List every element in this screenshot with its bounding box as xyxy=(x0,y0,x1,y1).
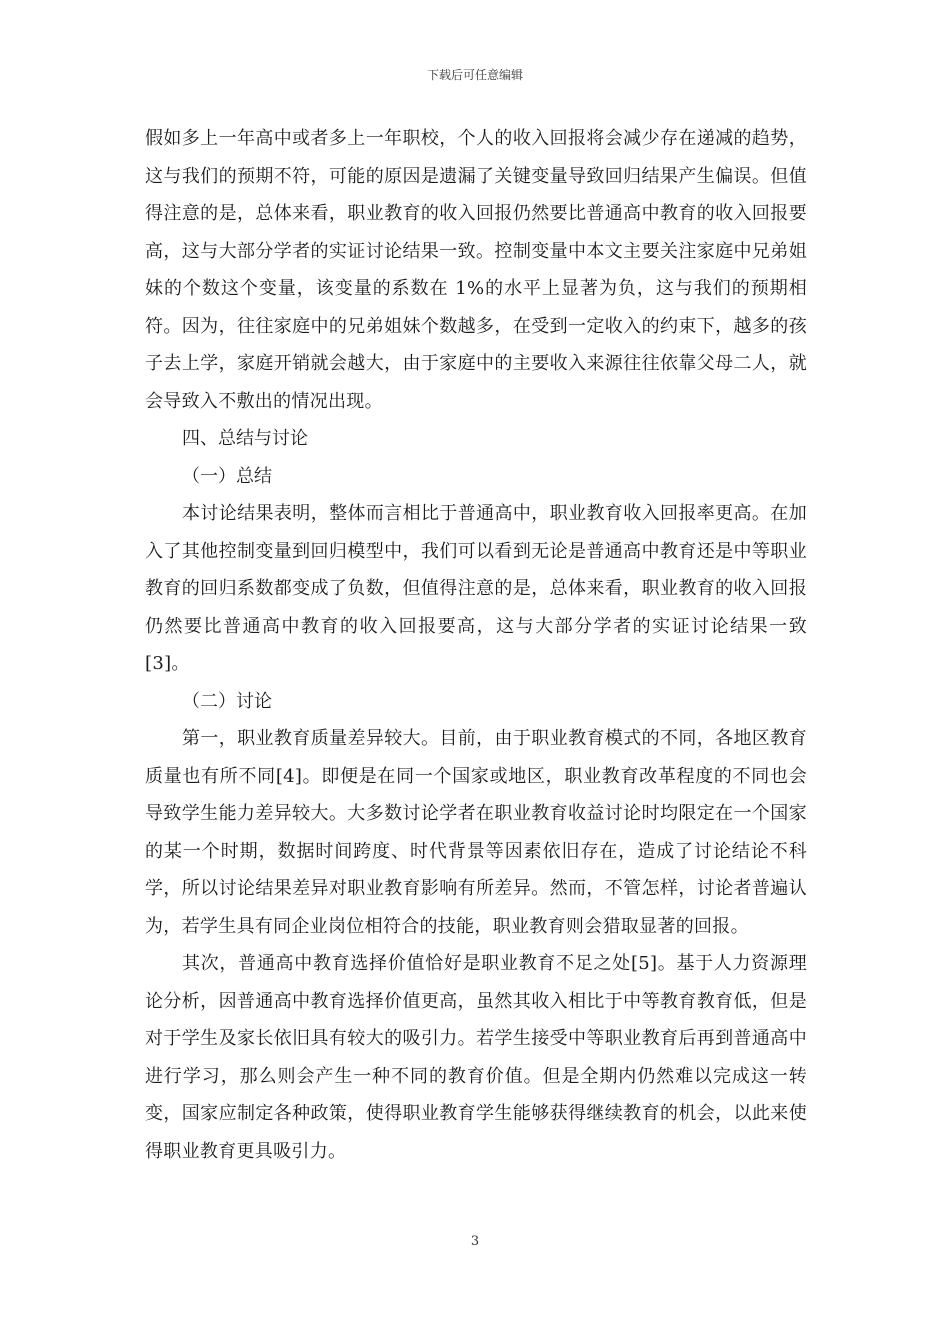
body-paragraph: 假如多上一年高中或者多上一年职校，个人的收入回报将会减少存在递减的趋势，这与我们的预期不符，可能的原因是遗漏了关键变量导致回归结果产生偏误。但值得注意的是，总体来看，职业教育的收入回报仍然要比普通高中教育的收入回报要高，这与大部分学者的实证讨论结果一致。控制变量中本文主要关注家庭中兄弟姐妹的个数这个变量，该变量的系数在 1%的水平上显著为负，这与我们的预期相符。因为，往往家庭中的兄弟姐妹个数越多，在受到一定收入的约束下，越多的孩子去上学，家庭开销就会越大，由于家庭中的主要收入来源往往依靠父母二人，就会导致入不敷出的情况出现。 xyxy=(145,128,807,412)
page-header: 下载后可任意编辑 xyxy=(426,68,523,82)
body-paragraph: 其次，普通高中教育选择价值恰好是职业教育不足之处[5]。基于人力资源理论分析，因普通高中教育选择价值更高，虽然其收入相比于中等教育教育低，但是对于学生及家长依旧具有较大的吸引力。若学生接受中等职业教育后再到普通高中进行学习，那么则会产生一种不同的教育价值。但是全期内仍然难以完成这一转变，国家应制定各种政策，使得职业教育学生能够获得继续教育的机会，以此来使得职业教育更具吸引力。 xyxy=(145,953,807,1162)
section-heading: 四、总结与讨论 xyxy=(182,428,308,449)
subsection-heading: （二）讨论 xyxy=(182,690,272,712)
subsection-heading: （一）总结 xyxy=(182,465,272,487)
page-number: 3 xyxy=(470,1234,480,1249)
body-paragraph: 第一，职业教育质量差异较大。目前，由于职业教育模式的不同，各地区教育质量也有所不同[4]。即便是在同一个国家或地区，职业教育改革程度的不同也会导致学生能力差异较大。大多数讨论学者在职业教育收益讨论时均限定在一个国家的某一个时期，数据时间跨度、时代背景等因素依旧存在，造成了讨论结论不科学，所以讨论结果差异对职业教育影响有所差异。然而，不管怎样，讨论者普遍认为，若学生具有同企业岗位相符合的技能，职业教育则会猎取显著的回报。 xyxy=(145,728,807,937)
body-paragraph: 本讨论结果表明，整体而言相比于普通高中，职业教育收入回报率更高。在加入了其他控制变量到回归模型中，我们可以看到无论是普通高中教育还是中等职业教育的回归系数都变成了负数，但值得注意的是，总体来看，职业教育的收入回报仍然要比普通高中教育的收入回报要高，这与大部分学者的实证讨论结果一致[3]。 xyxy=(145,503,807,674)
document-body xyxy=(145,120,807,1170)
